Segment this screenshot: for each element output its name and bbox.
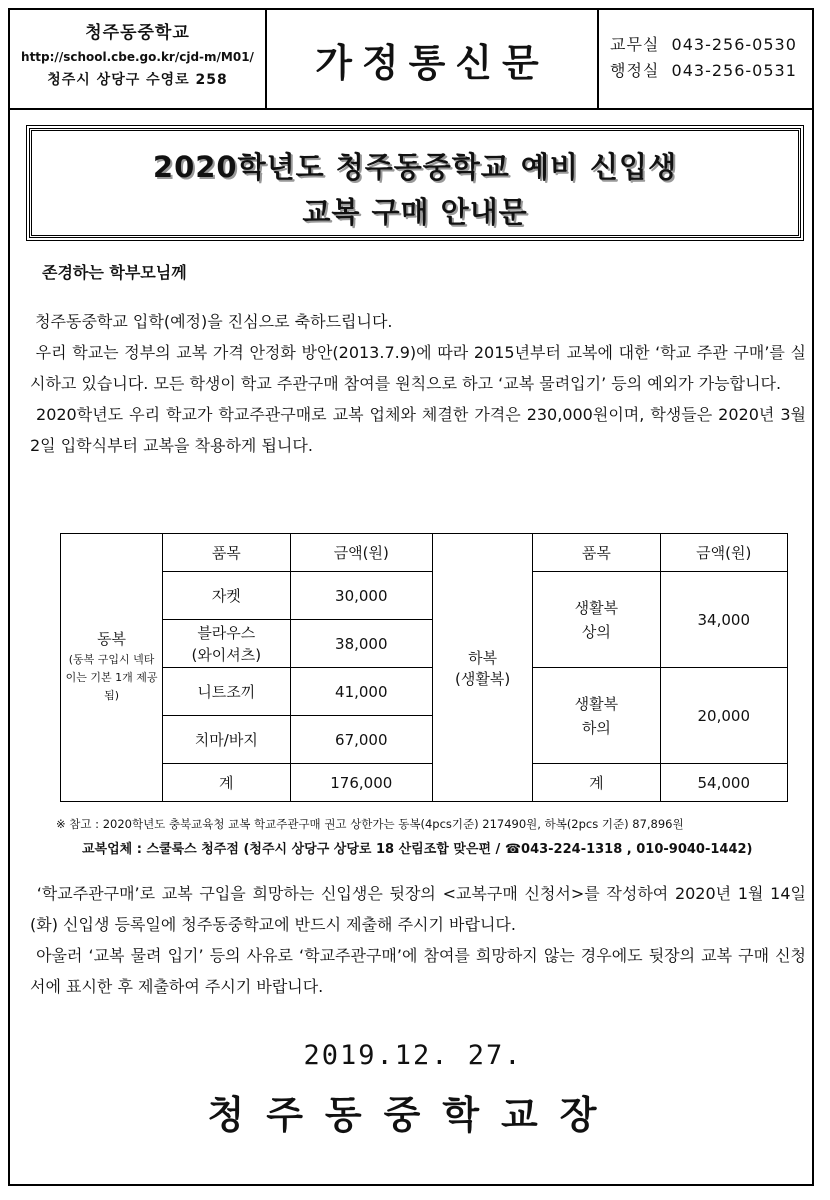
newsletter-title: 가정통신문 xyxy=(315,40,549,85)
total-label: 계 xyxy=(163,764,290,802)
summer-category: 하복 (생활복) xyxy=(433,534,533,802)
document-page xyxy=(8,8,814,1186)
header-item: 품목 xyxy=(163,534,290,572)
item-name: 니트조끼 xyxy=(163,668,290,716)
title-line-1: 2020학년도 청주동중학교 예비 신입생 xyxy=(152,150,678,184)
price-table xyxy=(60,533,788,802)
school-name: 청주동중학교 xyxy=(85,23,190,43)
greeting: 존경하는 학부모님께 xyxy=(42,263,187,282)
winter-label: 동복 xyxy=(97,630,127,648)
title-box xyxy=(29,128,801,238)
school-info xyxy=(10,10,267,108)
paragraph: 우리 학교는 정부의 교복 가격 안정화 방안(2013.7.9)에 따라 2015년부터 교복에 대한 ‘학교 주관 구매’를 실시하고 있습니다. 모든 학생이 학교 주관구매 참여를 원칙으로 하고 ‘교복 물려입기’ 등의 예외가 가능합니다. xyxy=(30,343,806,393)
header-price: 금액(원) xyxy=(660,534,787,572)
item-name: 치마/바지 xyxy=(163,716,290,764)
total-price: 54,000 xyxy=(660,764,787,802)
winter-category xyxy=(61,534,163,802)
item-name: 생활복 하의 xyxy=(533,668,660,764)
school-url: http://school.cbe.go.kr/cjd-m/M01/ xyxy=(21,50,254,64)
header-item: 품목 xyxy=(533,534,660,572)
total-price: 176,000 xyxy=(290,764,433,802)
item-price: 67,000 xyxy=(290,716,433,764)
newsletter-title-box xyxy=(267,10,599,108)
closing-paragraphs xyxy=(30,878,806,1002)
item-price: 38,000 xyxy=(290,620,433,668)
vendor-info: 교복업체 : 스쿨룩스 청주점 (청주시 상당구 상당로 18 산림조합 맞은편 / ☎043-224-1318 , 010-9040-1442) xyxy=(82,842,753,857)
reference-note: ※ 참고 : 2020학년도 충북교육청 교복 학교주관구매 권고 상한가는 동복(4pcs기준) 217490원, 하복(2pcs 기준) 87,896원 xyxy=(56,817,684,831)
item-price: 34,000 xyxy=(660,572,787,668)
header-price: 금액(원) xyxy=(290,534,433,572)
contact-info xyxy=(610,32,797,84)
intro-paragraphs xyxy=(30,306,812,461)
paragraph: ‘학교주관구매’로 교복 구입을 희망하는 신입생은 뒷장의 <교복구매 신청서>를 작성하여 2020년 1월 14일(화) 신입생 등록일에 청주동중학교에 반드시 제출해 주시기 바랍니다. xyxy=(30,884,806,934)
paragraph: 2020학년도 우리 학교가 학교주관구매로 교복 업체와 체결한 가격은 230,000원이며, 학생들은 2020년 3월 2일 입학식부터 교복을 착용하게 됩니다. xyxy=(30,405,812,455)
issue-date: 2019.12. 27. xyxy=(303,1040,523,1071)
phone-academic: 교무실 043-256-0530 xyxy=(610,35,797,54)
item-name: 블라우스 (와이셔츠) xyxy=(163,620,290,668)
school-address: 청주시 상당구 수영로 258 xyxy=(47,72,228,88)
item-name: 자켓 xyxy=(163,572,290,620)
letterhead xyxy=(10,10,812,110)
paragraph: 아울러 ‘교복 물려 입기’ 등의 사유로 ‘학교주관구매’에 참여를 희망하지 않는 경우에도 뒷장의 교복 구매 신청서에 표시한 후 제출하여 주시기 바랍니다. xyxy=(30,946,807,996)
winter-note: (동복 구입시 넥타이는 기본 1개 제공됨) xyxy=(65,653,158,702)
total-label: 계 xyxy=(533,764,660,802)
title-line-2: 교복 구매 안내문 xyxy=(302,195,528,229)
phone-admin: 행정실 043-256-0531 xyxy=(610,61,797,80)
paragraph: 청주동중학교 입학(예정)을 진심으로 축하드립니다. xyxy=(30,312,393,331)
item-name: 생활복 상의 xyxy=(533,572,660,668)
item-price: 20,000 xyxy=(660,668,787,764)
signer: 청주동중학교장 xyxy=(207,1093,619,1137)
item-price: 41,000 xyxy=(290,668,433,716)
item-price: 30,000 xyxy=(290,572,433,620)
